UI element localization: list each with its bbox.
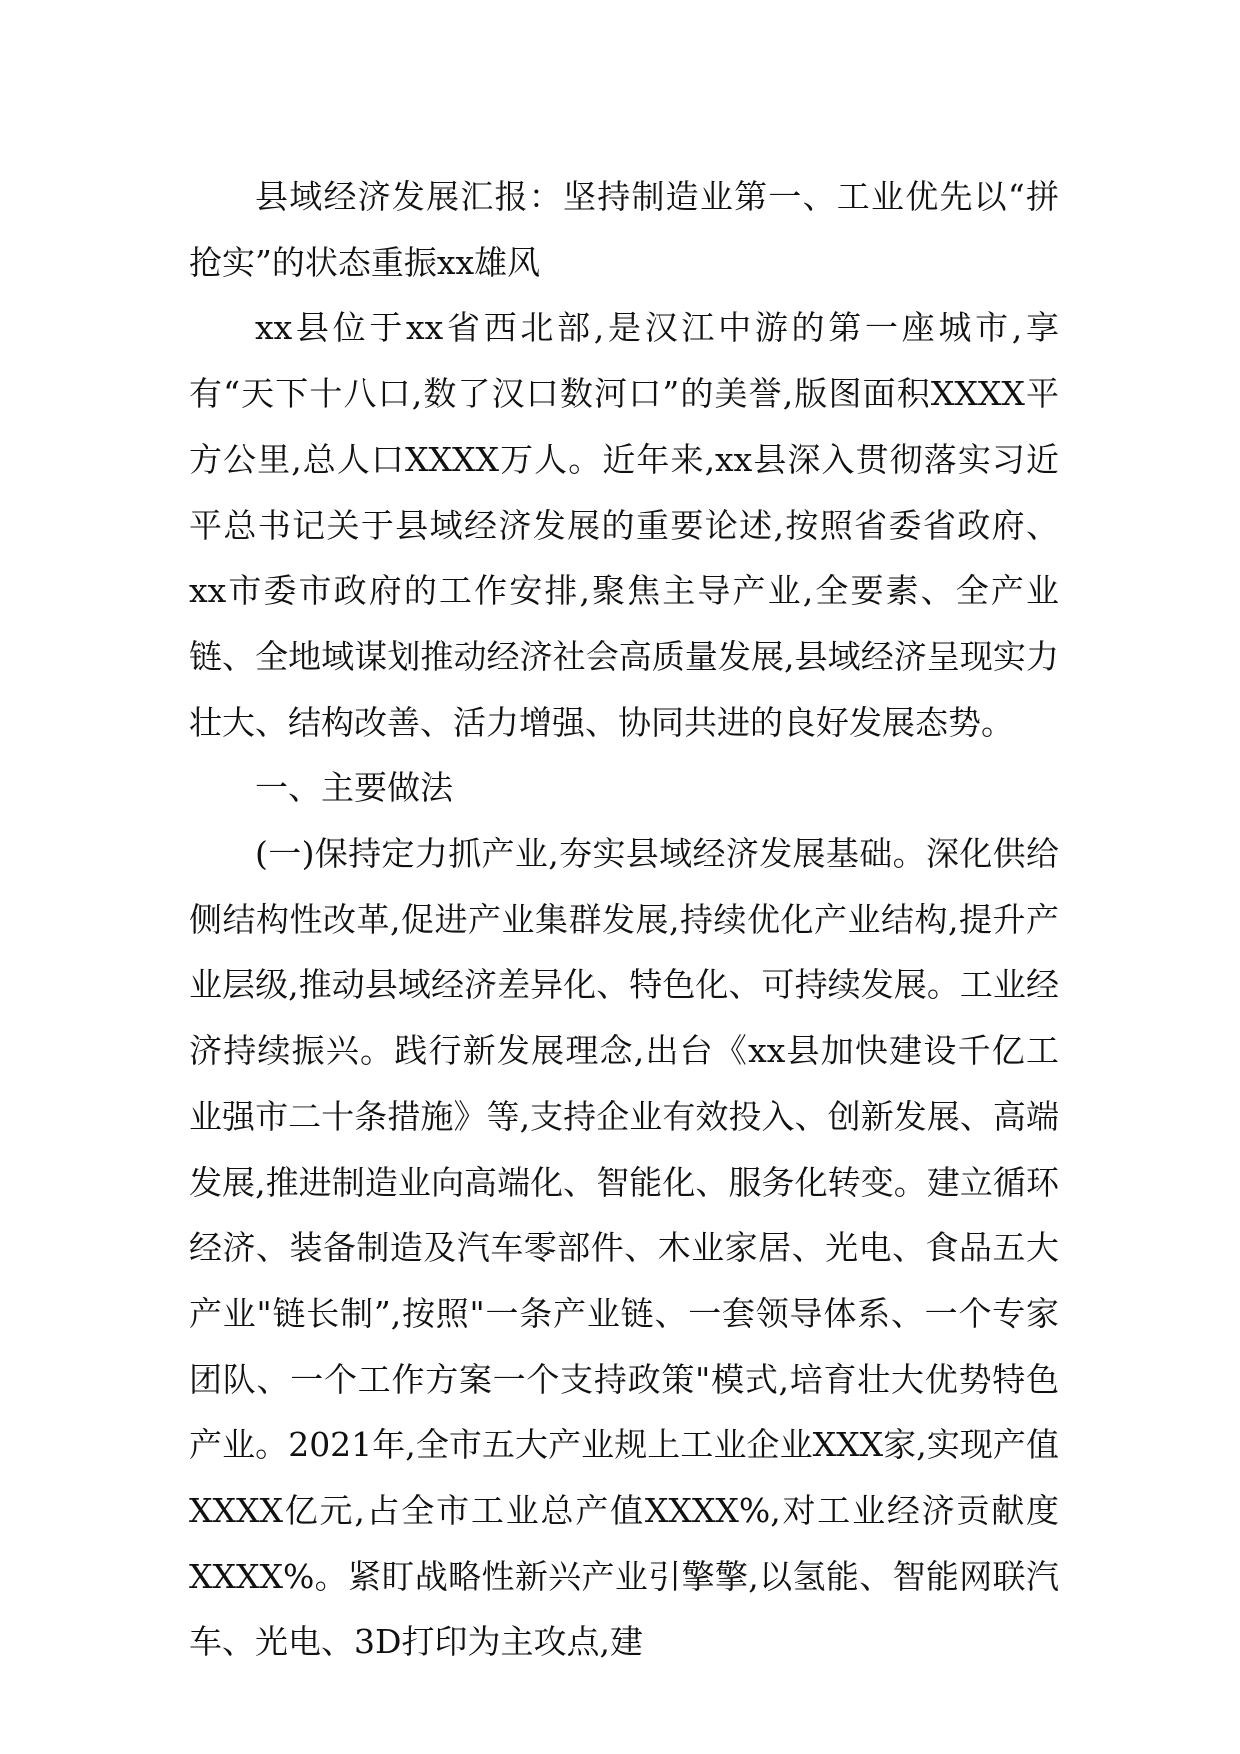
section-paragraph: (一)保持定力抓产业,夯实县域经济发展基础。深化供给侧结构性改革,促进产业集群发展,持续优化产业结构,提升产业层级,推动县域经济差异化、特色化、可持续发展。工业经济持续振兴。践行新发展理念,出台《xx县加快建设千亿工业强市二十条措施》等,支持企业有效投入、创新发展、高端发展,推进制造业向高端化、智能化、服务化转变。建立循环经济、装备制造及汽车零部件、木业家居、光电、食品五大产业"链长制”,按照"一条产业链、一套领导体系、一个专家团队、一个工作方案一个支持政策"模式,培育壮大优势特色产业。2021年,全市五大产业规上工业企业XXX家,实现产值XXXX亿元,占全市工业总产值XXXX%,对工业经济贡献度XXXX%。紧盯战略性新兴产业引擎擎,以氢能、智能网联汽车、光电、3D打印为主攻点,建 bbox=[189, 834, 1059, 1662]
document-body bbox=[189, 164, 1059, 1675]
document-title: 县域经济发展汇报：坚持制造业第一、工业优先以“拼抢实”的状态重振xx雄风 bbox=[189, 177, 1059, 282]
intro-paragraph: xx县位于xx省西北部,是汉江中游的第一座城市,享有“天下十八口,数了汉口数河口”的美誉,版图面积XXXX平方公里,总人口XXXX万人。近年来,xx县深入贯彻落实习近平总书记关于县域经济发展的重要论述,按照省委省政府、xx市委市政府的工作安排,聚焦主导产业,全要素、全产业链、全地域谋划推动经济社会高质量发展,县域经济呈现实力壮大、结构改善、活力增强、协同共进的良好发展态势。 bbox=[189, 308, 1059, 742]
section-heading: 一、主要做法 bbox=[255, 768, 453, 808]
